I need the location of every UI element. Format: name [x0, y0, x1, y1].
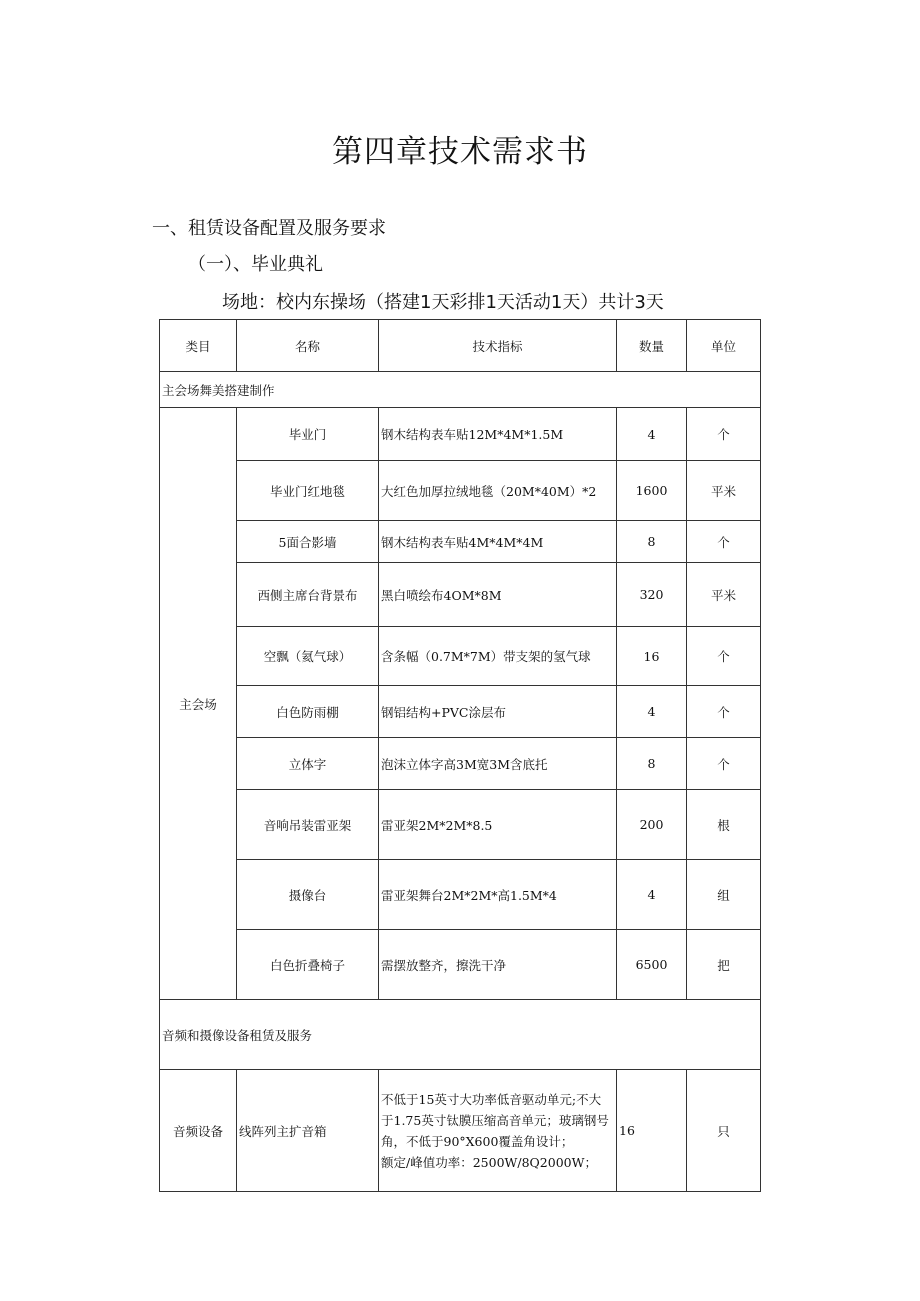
spec-line: 角，不低于90°X600覆盖角设计；: [381, 1133, 574, 1149]
table-row: [160, 930, 761, 1000]
table-row: [160, 1070, 761, 1192]
cell-unit: 个: [687, 521, 761, 563]
group-label-main-venue: 主会场: [160, 408, 237, 1000]
cell-spec: 钢木结构表车贴4M*4M*4M: [379, 521, 617, 563]
cell-spec: 雷亚架2M*2M*8.5: [379, 790, 617, 860]
cell-unit: 个: [687, 738, 761, 790]
venue-line: 场地：校内东操场（搭建1天彩排1天活动1天）共计3天: [222, 292, 664, 313]
header-quantity: 数量: [617, 320, 687, 372]
cell-name: 线阵列主扩音箱: [237, 1070, 379, 1192]
cell-name: 5面合影墙: [237, 521, 379, 563]
section-title-audio: 音频和摄像设备租赁及服务: [160, 1000, 761, 1070]
section-title-stage: 主会场舞美搭建制作: [160, 372, 761, 408]
table-row: [160, 790, 761, 860]
header-unit: 单位: [687, 320, 761, 372]
cell-name: 白色防雨棚: [237, 686, 379, 738]
section-row-stage: [160, 372, 761, 408]
table-row: [160, 461, 761, 521]
cell-name: 摄像台: [237, 860, 379, 930]
cell-spec: 含条幅（0.7M*7M）带支架的氢气球: [379, 627, 617, 686]
cell-unit: 只: [687, 1070, 761, 1192]
cell-name: 音响吊装雷亚架: [237, 790, 379, 860]
cell-quantity: 16: [617, 1070, 687, 1192]
cell-quantity: 8: [617, 521, 687, 563]
header-name: 名称: [237, 320, 379, 372]
table-header-row: [160, 320, 761, 372]
spec-line: 额定/峰值功率：2500W/8Q2000W；: [381, 1154, 597, 1170]
cell-quantity: 16: [617, 627, 687, 686]
cell-spec: 钢铝结构+PVC涂层布: [379, 686, 617, 738]
section-heading: 一、租赁设备配置及服务要求: [152, 218, 386, 239]
header-category: 类目: [160, 320, 237, 372]
section-row-audio: [160, 1000, 761, 1070]
group-label-audio: 音频设备: [160, 1070, 237, 1192]
cell-unit: 平米: [687, 563, 761, 627]
cell-quantity: 1600: [617, 461, 687, 521]
cell-name: 白色折叠椅子: [237, 930, 379, 1000]
table-row: [160, 738, 761, 790]
cell-quantity: 4: [617, 860, 687, 930]
spec-line: 于1.75英寸钛膜压缩高音单元；玻璃钢号: [381, 1112, 609, 1128]
cell-unit: 把: [687, 930, 761, 1000]
cell-quantity: 6500: [617, 930, 687, 1000]
cell-name: 毕业门: [237, 408, 379, 461]
cell-quantity: 4: [617, 408, 687, 461]
cell-spec: 钢木结构表车贴12M*4M*1.5M: [379, 408, 617, 461]
spec-line: 不低于15英寸大功率低音驱动单元;不大: [381, 1091, 602, 1107]
table-row: [160, 563, 761, 627]
page-title: 第四章技术需求书: [332, 134, 588, 170]
cell-spec: 需摆放整齐，擦洗干净: [379, 930, 617, 1000]
table-row: [160, 627, 761, 686]
cell-spec: 雷亚架舞台2M*2M*高1.5M*4: [379, 860, 617, 930]
cell-quantity: 200: [617, 790, 687, 860]
cell-spec: 大红色加厚拉绒地毯（20M*40M）*2: [379, 461, 617, 521]
cell-unit: 根: [687, 790, 761, 860]
cell-unit: 个: [687, 627, 761, 686]
table-row: [160, 686, 761, 738]
cell-spec: 黑白喷绘布4OM*8M: [379, 563, 617, 627]
table-row: [160, 521, 761, 563]
equipment-table: [159, 319, 761, 1192]
cell-unit: 组: [687, 860, 761, 930]
cell-quantity: 8: [617, 738, 687, 790]
cell-name: 立体字: [237, 738, 379, 790]
cell-quantity: 4: [617, 686, 687, 738]
table-row: [160, 408, 761, 461]
cell-spec: 泡沫立体字高3M宽3M含底托: [379, 738, 617, 790]
header-spec: 技术指标: [379, 320, 617, 372]
subsection-heading: （一）、毕业典礼: [188, 254, 323, 275]
cell-name: 空飘（氦气球）: [237, 627, 379, 686]
cell-unit: 个: [687, 408, 761, 461]
cell-unit: 平米: [687, 461, 761, 521]
cell-quantity: 320: [617, 563, 687, 627]
cell-unit: 个: [687, 686, 761, 738]
cell-name: 毕业门红地毯: [237, 461, 379, 521]
table-row: [160, 860, 761, 930]
cell-name: 西侧主席台背景布: [237, 563, 379, 627]
cell-spec: [379, 1070, 617, 1192]
